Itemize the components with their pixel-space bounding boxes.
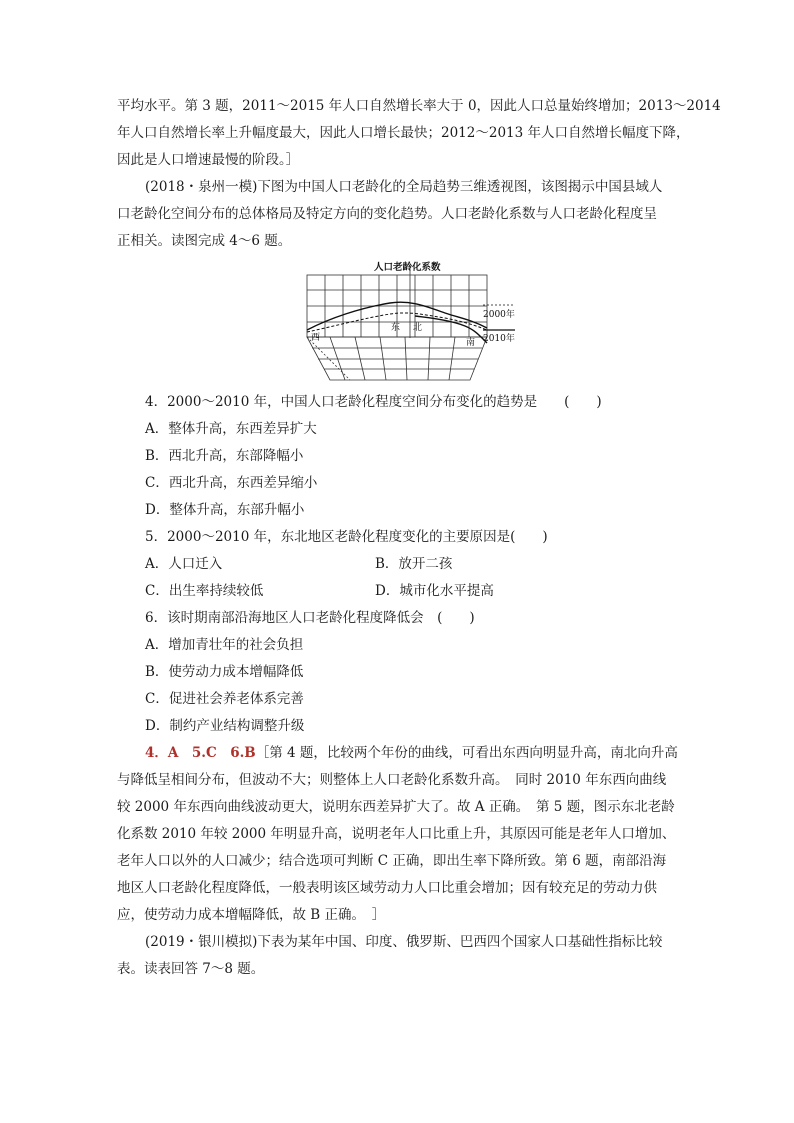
answer-line: 应，使劳动力成本增幅降低，故 B 正确。 ］ [117,907,386,923]
aging-3d-figure [290,258,530,384]
answer-first-line [145,743,678,763]
label-south: 南 [466,338,476,348]
answer-line: 与降低呈相间分布，但波动不大；则整体上人口老龄化系数升高。 同时 2010 年东西向曲线 [117,772,667,788]
label-east: 东 [391,323,401,333]
explanation-prev-line: 年人口自然增长率上升幅度最大，因此人口增长最快；2012～2013 年人口自然增长幅度下降， [117,125,690,141]
question-6-option: A．增加青壮年的社会负担 [145,637,304,653]
question-6-option: D．制约产业结构调整升级 [145,718,305,734]
question-4-option: A．整体升高，东西差异扩大 [145,421,317,437]
intro-line: (2019・银川模拟)下表为某年中国、印度、俄罗斯、巴西四个国家人口基础性指标比较 [145,934,663,950]
figure-title: 人口老龄化系数 [374,262,441,273]
explanation-prev-line: 因此是人口增速最慢的阶段。］ [117,152,300,168]
question-6-stem: 6．该时期南部沿海地区人口老龄化程度降低会 ( ) [145,610,475,626]
answer-key: 4．A 5.C 6.B [145,745,256,761]
intro-line: 正相关。读图完成 4～6 题。 [117,233,292,249]
question-6-option: B．使劳动力成本增幅降低 [145,664,304,680]
question-5-option: A．人口迁入 [145,556,223,572]
intro-line: 口老龄化空间分布的总体格局及特定方向的变化趋势。人口老龄化系数与人口老龄化程度呈 [117,206,657,222]
question-6-option: C．促进社会养老体系完善 [145,691,304,707]
question-5-stem: 5．2000～2010 年，东北地区老龄化程度变化的主要原因是( ) [145,529,548,545]
answer-line: 老年人口以外的人口减少；结合选项可判断 C 正确，即出生率下降所致。第 6 题，南部沿海 [117,853,667,869]
legend-2010: 2010年 [483,334,515,344]
question-5-option: B．放开二孩 [375,556,453,572]
answer-line: 化系数 2010 年较 2000 年明显升高，说明老年人口比重上升，其原因可能是老年人口增加、 [117,826,676,842]
answer-text: ［第 4 题，比较两个年份的曲线，可看出东西向明显升高，南北向升高 [255,745,678,761]
question-5-option: C．出生率持续较低 [145,583,264,599]
label-north: 北 [413,323,423,333]
answer-line: 地区人口老龄化程度降低，一般表明该区域劳动力人口比重会增加；因有较充足的劳动力供 [117,880,657,896]
question-4-stem: 4．2000～2010 年，中国人口老龄化程度空间分布变化的趋势是 ( ) [145,394,602,410]
question-4-option: C．西北升高，东西差异缩小 [145,475,318,491]
intro-line: 表。读表回答 7～8 题。 [117,961,265,977]
question-4-option: B．西北升高，东部降幅小 [145,448,304,464]
explanation-prev-line: 平均水平。第 3 题，2011～2015 年人口自然增长率大于 0，因此人口总量始终增加；2013～2014 [117,98,721,114]
answer-line: 较 2000 年东西向曲线波动更大，说明东西差异扩大了。故 A 正确。 第 5 题，图示东北老龄 [117,799,675,815]
question-5-option: D．城市化水平提高 [375,583,494,599]
label-west: 西 [311,333,321,343]
question-4-option: D．整体升高，东部升幅小 [145,502,305,518]
intro-line: (2018・泉州一模)下图为中国人口老龄化的全局趋势三维透视图，该图揭示中国县域人 [145,179,663,195]
legend-2000: 2000年 [483,310,515,320]
